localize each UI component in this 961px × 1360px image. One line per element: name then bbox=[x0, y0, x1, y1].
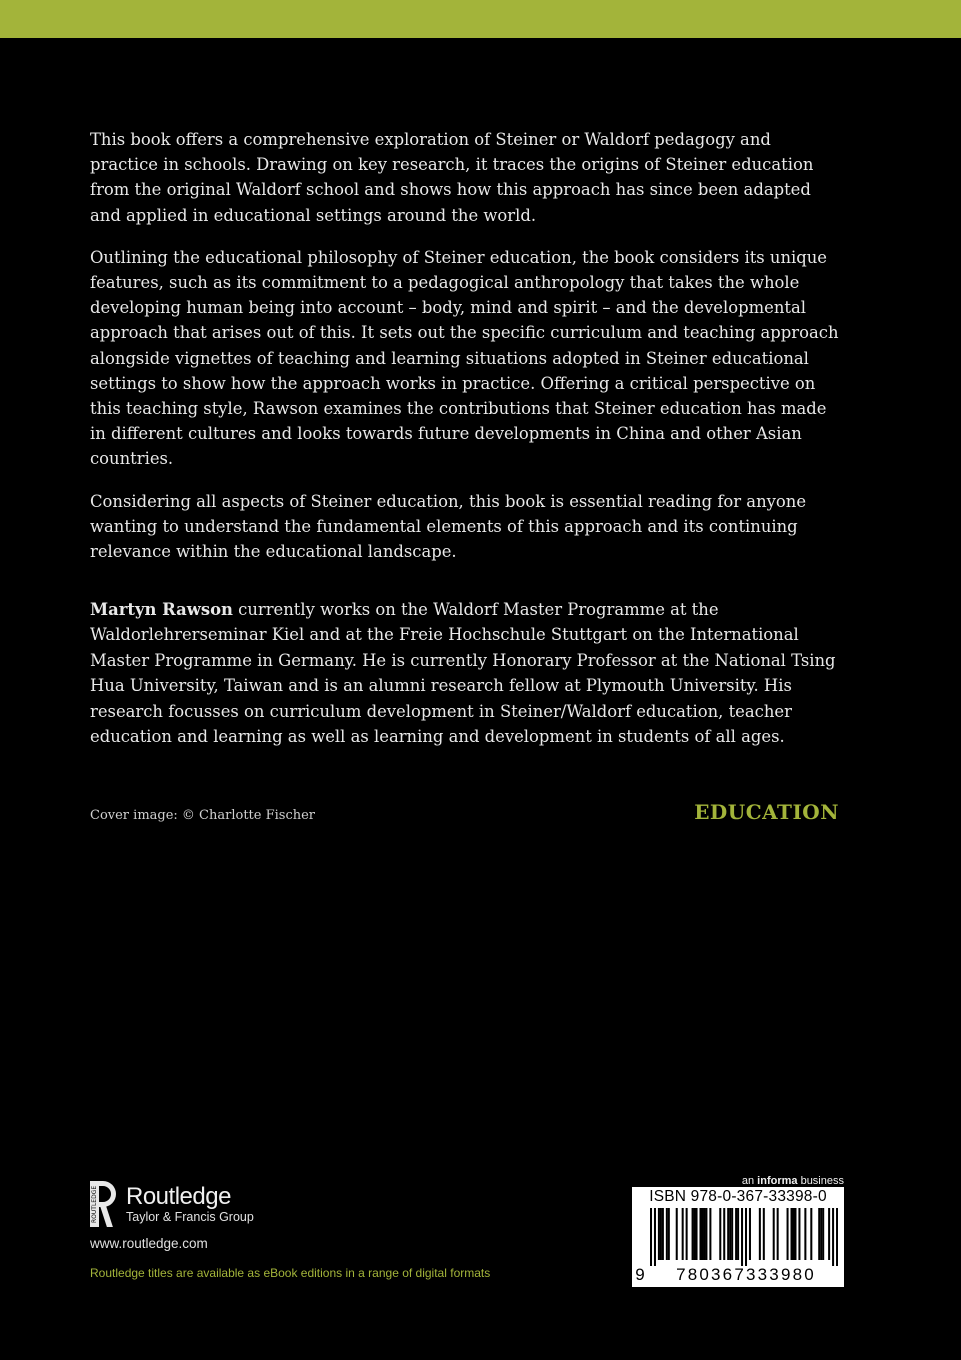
barcode-bar bbox=[741, 1208, 743, 1266]
barcode-bar bbox=[828, 1208, 830, 1260]
routledge-r-icon bbox=[90, 1181, 116, 1227]
barcode-bar bbox=[820, 1208, 822, 1260]
barcode-bar bbox=[792, 1208, 794, 1260]
barcode-bar bbox=[699, 1208, 701, 1260]
barcode-bar bbox=[794, 1208, 796, 1260]
barcode-bar bbox=[692, 1208, 694, 1260]
barcode-bar bbox=[696, 1208, 698, 1260]
blurb bbox=[90, 127, 842, 581]
barcode-bar bbox=[709, 1208, 711, 1260]
barcode-first-digit: 9 bbox=[635, 1265, 645, 1284]
barcode-bar bbox=[836, 1208, 838, 1266]
blurb-paragraph-2: Outlining the educational philosophy of Steiner education, the book considers its unique features, such as its commitment to a pedagogical anthropology that takes the whole developing human being into account – body, mind and spirit – and the developmental approach that arises out of this. It sets out the specific curriculum and teaching approach alongside vignettes of teaching and learning situations adopted in Steiner educational settings to show how the approach works in practice. Offering a critical perspective on this teaching style, Rawson examines the contributions that Steiner education has made in different cultures and looks towards future developments in China and other Asian countries. bbox=[90, 247, 839, 469]
barcode-bar bbox=[791, 1208, 793, 1260]
barcode-bar bbox=[810, 1208, 812, 1260]
barcode-bar bbox=[818, 1208, 820, 1260]
barcode-bar bbox=[676, 1208, 678, 1260]
barcode-bar bbox=[682, 1208, 684, 1260]
subject-category: EDUCATION bbox=[694, 800, 839, 824]
blurb-paragraph-1: This book offers a comprehensive exploration of Steiner or Waldorf pedagogy and practice in schools. Drawing on key research, it traces the origins of Steiner education from the original Waldorf school and shows how this approach has since been adapted and applied in educational settings around the world. bbox=[90, 130, 814, 225]
barcode-bar bbox=[777, 1208, 779, 1260]
top-accent-band bbox=[0, 0, 961, 38]
isbn-label: ISBN 978-0-367-33398-0 bbox=[649, 1188, 827, 1205]
barcode-bar bbox=[662, 1208, 664, 1260]
routledge-logo bbox=[90, 1181, 254, 1227]
author-bio-text: currently works on the Waldorf Master Programme at the Waldorlehrerseminar Kiel and at the Freie Hochschule Stuttgart on the International Master Programme in Germany. He is currently Honorary Professor at the National Tsing Hua University, Taiwan and is an alumni research fellow at Plymouth University. His research focusses on curriculum development in Steiner/Waldorf education, teacher education and learning as well as learning and development in students of all ages. bbox=[90, 600, 836, 747]
barcode-bar bbox=[729, 1208, 731, 1260]
barcode-bar bbox=[654, 1208, 656, 1266]
publisher-url[interactable]: www.routledge.com bbox=[90, 1236, 208, 1251]
barcode-bar bbox=[735, 1208, 737, 1260]
barcode-bar bbox=[798, 1208, 800, 1260]
barcode-bar bbox=[658, 1208, 660, 1260]
barcode-bar bbox=[660, 1208, 662, 1260]
barcode-bar bbox=[727, 1208, 729, 1260]
barcode-bar bbox=[686, 1208, 688, 1260]
barcode-icon bbox=[650, 1208, 838, 1266]
logo-vertical-text: ROUTLEDGE bbox=[91, 1185, 98, 1223]
barcode-bar bbox=[745, 1208, 747, 1266]
author-name: Martyn Rawson bbox=[90, 600, 233, 619]
barcode-number bbox=[632, 1265, 844, 1285]
barcode-bar bbox=[773, 1208, 775, 1260]
barcode-bar bbox=[759, 1208, 761, 1260]
informa-business-label: an informa business bbox=[741, 1175, 844, 1187]
barcode-bar bbox=[832, 1208, 834, 1266]
barcode-bar bbox=[804, 1208, 806, 1260]
cover-image-credit: Cover image: © Charlotte Fischer bbox=[90, 808, 316, 823]
barcode-bar bbox=[668, 1208, 670, 1260]
author-bio bbox=[90, 597, 842, 749]
barcode-bar bbox=[737, 1208, 739, 1260]
barcode-bar bbox=[650, 1208, 652, 1266]
barcode-bar bbox=[719, 1208, 721, 1260]
barcode-bar bbox=[787, 1208, 789, 1260]
barcode-bar bbox=[822, 1208, 824, 1260]
ebook-note: Routledge titles are available as eBook editions in a range of digital formats bbox=[90, 1266, 491, 1280]
barcode-bar bbox=[666, 1208, 668, 1260]
blurb-paragraph-3: Considering all aspects of Steiner education, this book is essential reading for anyone wanting to understand the fundamental elements of this approach and its continuing relevance within the educational landscape. bbox=[90, 491, 807, 562]
publisher-name: Routledge bbox=[126, 1182, 231, 1210]
barcode-bar bbox=[694, 1208, 696, 1260]
isbn-barcode bbox=[632, 1187, 844, 1287]
barcode-bar bbox=[705, 1208, 707, 1260]
barcode-bar bbox=[749, 1208, 751, 1260]
barcode-bar bbox=[763, 1208, 765, 1260]
barcode-bar bbox=[701, 1208, 703, 1260]
barcode-bar bbox=[723, 1208, 725, 1260]
barcode-bar bbox=[703, 1208, 705, 1260]
publisher-group: Taylor & Francis Group bbox=[126, 1209, 254, 1224]
barcode-bar bbox=[731, 1208, 733, 1260]
barcode-digits: 780367333980 bbox=[676, 1265, 816, 1284]
